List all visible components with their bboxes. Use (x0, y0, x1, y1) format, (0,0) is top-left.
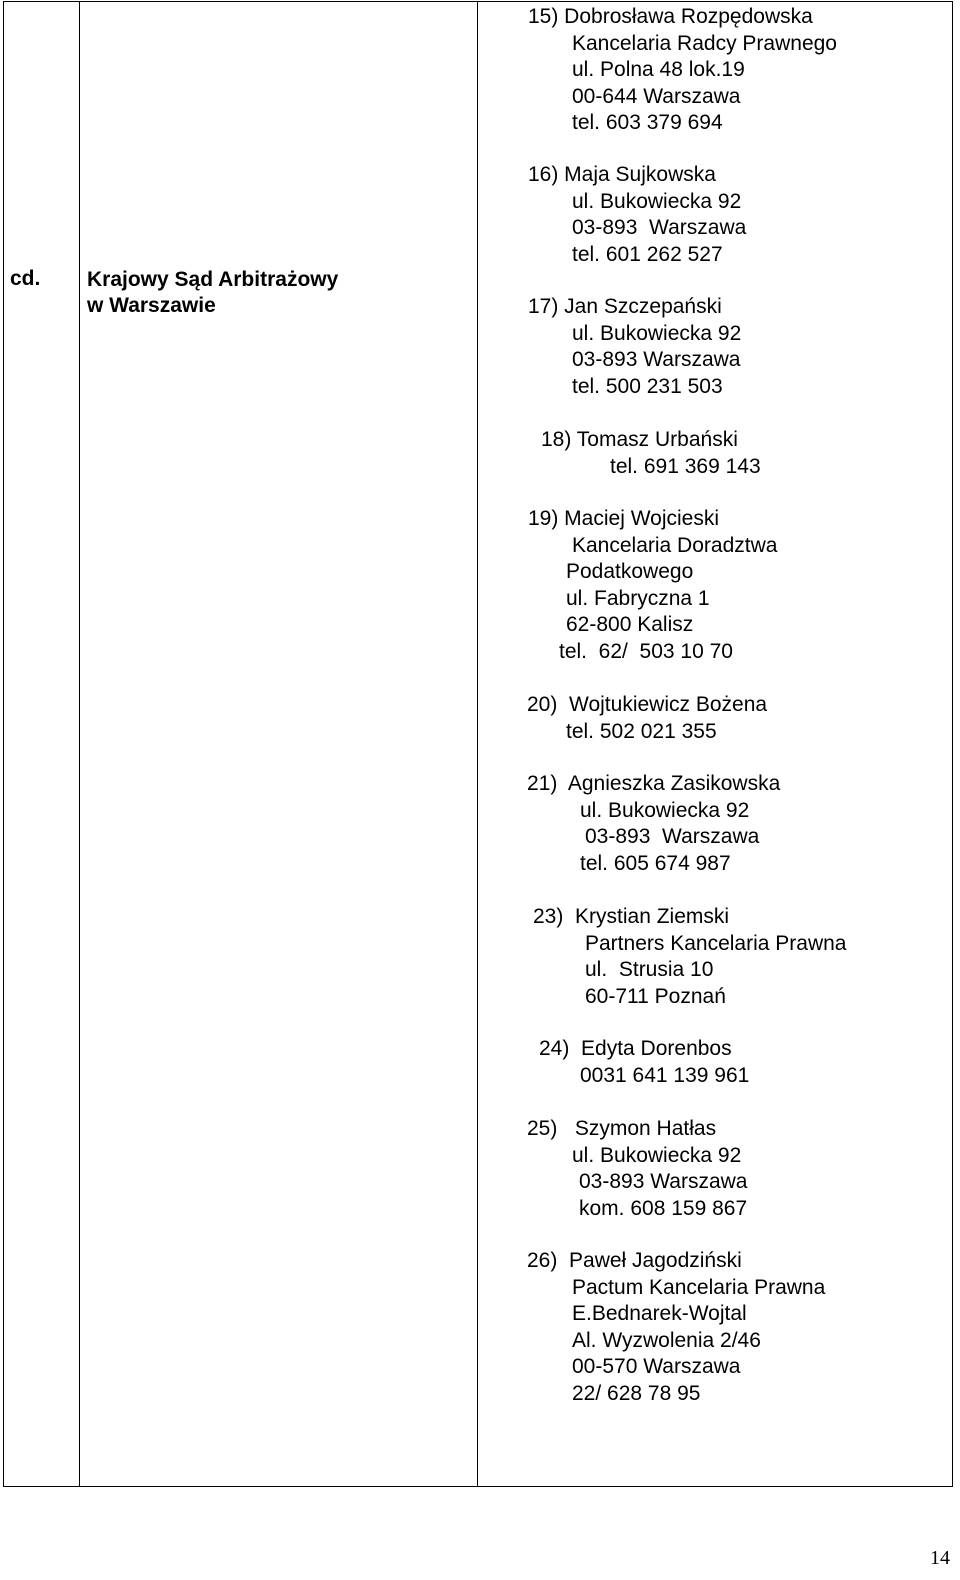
court-name-line: Krajowy Sąd Arbitrażowy (87, 268, 339, 291)
arbitrator-name: 21) Agnieszka Zasikowska (527, 772, 781, 795)
arbitrator-detail: E.Bednarek-Wojtal (572, 1302, 747, 1325)
arbitrator-name: 17) Jan Szczepański (528, 295, 722, 318)
arbitrator-detail: Al. Wyzwolenia 2/46 (572, 1328, 761, 1352)
court-name (87, 267, 338, 319)
arbitrator-detail: 03-893 Warszawa (572, 348, 741, 371)
arbitrator-detail: tel. 605 674 987 (580, 851, 731, 875)
court-name-line: w Warszawie (87, 294, 216, 317)
arbitrator-detail: ul. Strusia 10 (585, 958, 714, 981)
arbitrator-detail: 60-711 Poznań (585, 984, 726, 1008)
arbitrator-name: 26) Paweł Jagodziński (527, 1249, 742, 1272)
arbitrator-name: 15) Dobrosława Rozpędowska (528, 5, 813, 28)
arbitrator-name: 19) Maciej Wojcieski (528, 507, 719, 530)
arbitrator-name: 23) Krystian Ziemski (533, 905, 730, 928)
arbitrator-detail: ul. Fabryczna 1 (566, 586, 710, 610)
arbitrator-detail: tel. 502 021 355 (566, 719, 717, 743)
arbitrator-detail: 62-800 Kalisz (566, 613, 694, 636)
arbitrator-name: 16) Maja Sujkowska (528, 163, 716, 186)
arbitrator-detail: 03-893 Warszawa (585, 825, 760, 848)
arbitrator-detail: ul. Bukowiecka 92 (572, 189, 742, 213)
arbitrator-detail: 00-644 Warszawa (572, 84, 741, 108)
arbitrator-detail: Podatkowego (566, 560, 694, 583)
arbitrator-detail: ul. Bukowiecka 92 (572, 1143, 742, 1167)
arbitrator-detail: tel. 500 231 503 (572, 374, 723, 398)
arbitrator-detail: Kancelaria Doradztwa (572, 533, 778, 557)
arbitrator-detail: ul. Bukowiecka 92 (572, 321, 742, 345)
arbitrators-table (3, 1, 953, 1487)
column-divider (79, 2, 80, 1486)
arbitrator-detail: tel. 603 379 694 (572, 111, 723, 134)
column-divider (477, 2, 478, 1486)
arbitrator-detail: Pactum Kancelaria Prawna (572, 1275, 826, 1299)
arbitrator-detail: Kancelaria Radcy Prawnego (572, 31, 837, 55)
arbitrator-detail: tel. 62/ 503 10 70 (559, 639, 733, 663)
arbitrator-detail: ul. Bukowiecka 92 (580, 798, 750, 822)
arbitrator-detail: 0031 641 139 961 (580, 1063, 750, 1087)
row-number: cd. (10, 267, 41, 290)
arbitrator-detail: tel. 691 369 143 (610, 454, 761, 478)
arbitrator-detail: 03-893 Warszawa (579, 1170, 748, 1193)
arbitrator-detail: ul. Polna 48 lok.19 (572, 58, 745, 81)
arbitrator-detail: Partners Kancelaria Prawna (585, 931, 847, 955)
arbitrator-detail: tel. 601 262 527 (572, 242, 723, 266)
arbitrator-name: 18) Tomasz Urbański (541, 428, 738, 451)
arbitrator-name: 24) Edyta Dorenbos (539, 1037, 732, 1060)
arbitrator-detail: 22/ 628 78 95 (572, 1381, 701, 1405)
page-number: 14 (930, 1547, 950, 1569)
arbitrator-name: 20) Wojtukiewicz Bożena (527, 693, 768, 716)
arbitrator-name: 25) Szymon Hatłas (527, 1117, 717, 1140)
arbitrator-detail: kom. 608 159 867 (579, 1196, 748, 1220)
arbitrator-detail: 00-570 Warszawa (572, 1355, 741, 1378)
arbitrator-detail: 03-893 Warszawa (572, 216, 747, 239)
